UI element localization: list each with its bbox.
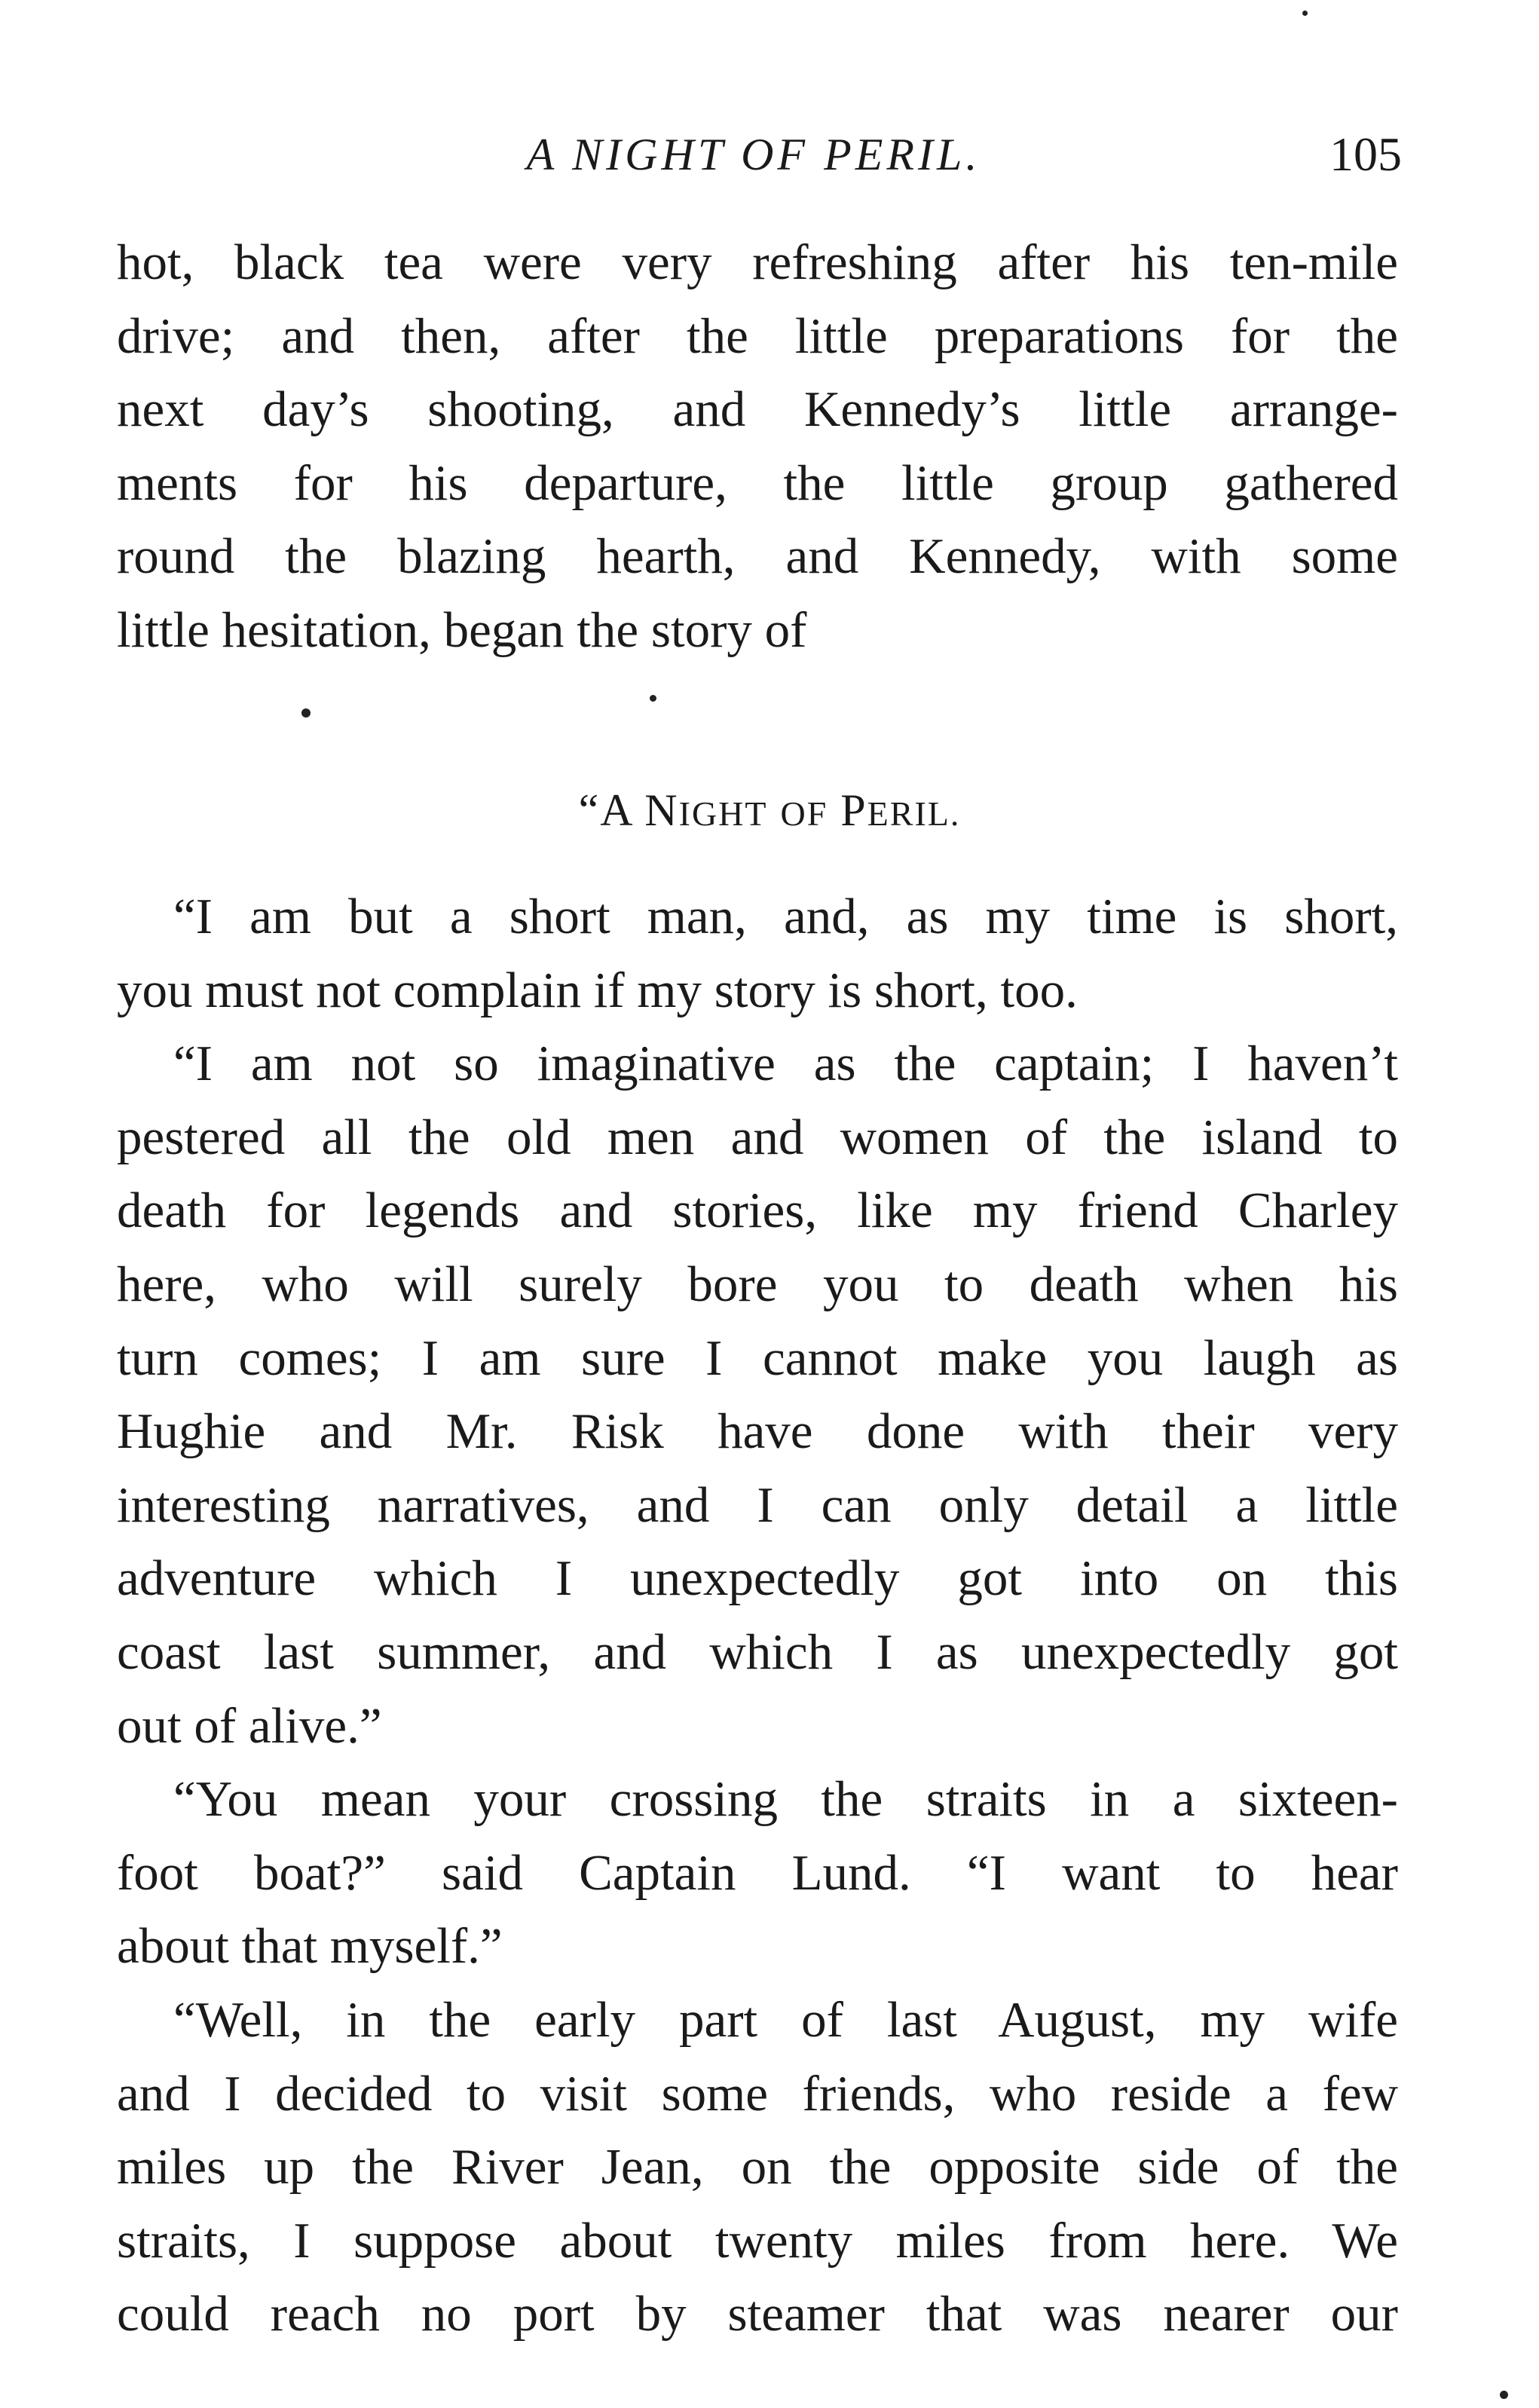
text-line: drive; and then, after the little preparations for the xyxy=(117,308,1398,364)
text-line: hot, black tea were very refreshing after his ten-mile xyxy=(117,234,1398,290)
text-line: death for legends and stories, like my friend Charley xyxy=(117,1183,1398,1239)
text-line: and I decided to visit some friends, who reside a few xyxy=(117,2065,1398,2122)
print-speck xyxy=(650,695,656,702)
text-line: turn comes; I am sure I cannot make you laugh as xyxy=(117,1329,1398,1386)
text-line: next day’s shooting, and Kennedy’s little arrange- xyxy=(117,381,1398,438)
page-number: 105 xyxy=(1329,127,1402,181)
text-line: here, who will surely bore you to death when his xyxy=(117,1256,1398,1312)
text-line: interesting narratives, and I can only detail a little xyxy=(117,1476,1398,1533)
text-line: “Well, in the early part of last August, my wife xyxy=(173,1991,1398,2048)
text-line: “I am but a short man, and, as my time is short, xyxy=(173,889,1398,944)
story-text xyxy=(117,880,1398,2351)
text-line: about that myself.” xyxy=(117,1918,503,1975)
text-line: round the blazing hearth, and Kennedy, with some xyxy=(117,528,1398,585)
print-speck xyxy=(301,708,311,718)
text-line: “I am not so imaginative as the captain; I haven’t xyxy=(173,1036,1398,1092)
text-line: ments for his departure, the little group gathered xyxy=(117,454,1398,511)
text-line: foot boat?” said Captain Lund. “I want to hear xyxy=(117,1844,1398,1901)
text-line: Hughie and Mr. Risk have done with their very xyxy=(117,1403,1398,1460)
text-line: pestered all the old men and women of the island to xyxy=(117,1109,1398,1165)
text-line: adventure which I unexpectedly got into on this xyxy=(117,1550,1398,1607)
running-head xyxy=(113,121,1402,188)
intro-paragraph xyxy=(117,226,1398,668)
text-line: “You mean your crossing the straits in a sixteen- xyxy=(173,1771,1398,1828)
text-line: coast last summer, and which I as unexpectedly got xyxy=(117,1623,1398,1680)
text-line: straits, I suppose about twenty miles from here. We xyxy=(117,2212,1398,2269)
text-line: miles up the River Jean, on the opposite side of the xyxy=(117,2139,1398,2195)
text-line: you must not complain if my story is short, too. xyxy=(117,962,1078,1018)
print-speck xyxy=(1302,11,1308,16)
running-title: A NIGHT OF PERIL. xyxy=(526,130,981,179)
text-line: little hesitation, began the story of xyxy=(117,601,807,658)
print-speck xyxy=(1500,2391,1508,2399)
text-line: could reach no port by steamer that was nearer our xyxy=(117,2286,1398,2342)
text-line: out of alive.” xyxy=(117,1697,382,1754)
section-heading: “A NIGHT OF PERIL. xyxy=(578,785,961,835)
